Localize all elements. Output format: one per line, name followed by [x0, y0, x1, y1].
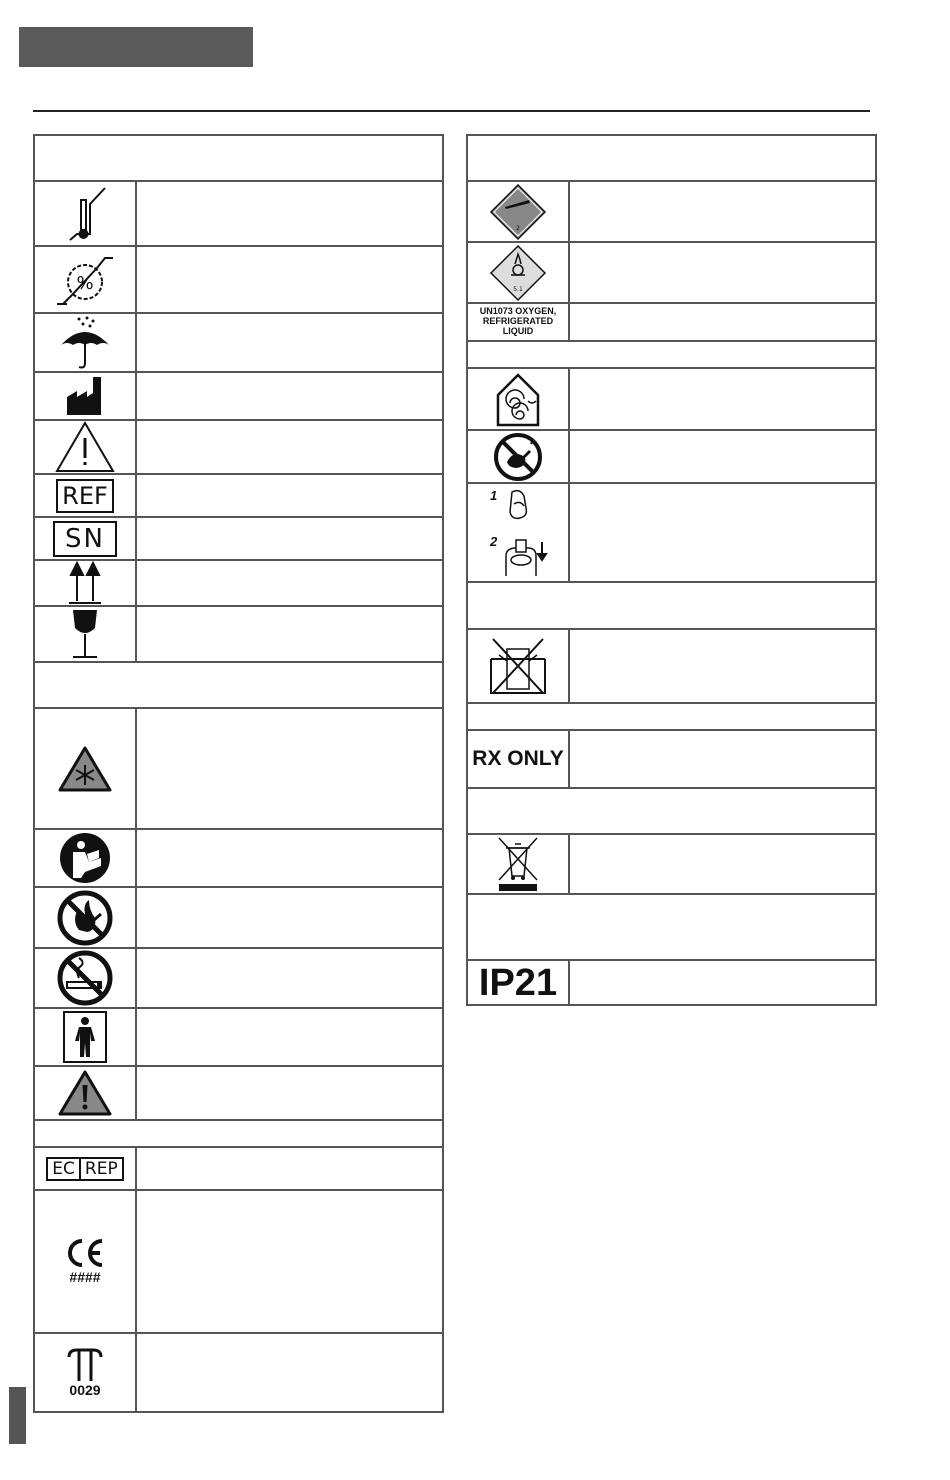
section-header-row — [466, 340, 877, 369]
table-row — [466, 729, 877, 789]
section-header-row — [33, 661, 444, 709]
cap-removal-steps-icon — [468, 484, 570, 581]
table-row — [466, 833, 877, 895]
serial-number-icon — [35, 518, 137, 559]
fragile-glass-icon — [35, 607, 137, 661]
ip21-rating-cell — [468, 961, 570, 1004]
rx-only-label: RX ONLY — [472, 747, 564, 771]
ce-notified-body-number: #### — [69, 1268, 101, 1285]
this-way-up-arrows-icon — [35, 561, 137, 605]
table-row — [33, 473, 444, 518]
table-row — [33, 947, 444, 1009]
table-row — [33, 312, 444, 373]
table-row — [33, 419, 444, 475]
page-side-tab — [9, 1387, 26, 1444]
step-2-number: 2 — [490, 533, 498, 549]
table-row — [33, 828, 444, 888]
pi-notified-body-number: 0029 — [69, 1381, 101, 1398]
section-header-row — [466, 787, 877, 835]
manufacturer-factory-icon — [35, 373, 137, 419]
symbols-table-left — [33, 134, 444, 1413]
humidity-limit-icon — [35, 247, 137, 312]
un1073-label: UN1073 OXYGEN, REFRIGERATED LIQUID — [479, 306, 557, 336]
section-header-row — [466, 581, 877, 630]
no-open-flame-icon — [35, 888, 137, 947]
oxidizer-class-5-1-icon — [468, 243, 570, 302]
step-1-number: 1 — [490, 487, 498, 503]
keep-dry-umbrella-icon — [35, 314, 137, 371]
symbols-table-right — [466, 134, 877, 1006]
ip21-label: IP21 — [478, 961, 558, 1004]
section-header-row — [33, 134, 444, 182]
table-row — [466, 241, 877, 304]
rx-only-cell — [468, 731, 570, 787]
table-row — [33, 1189, 444, 1334]
low-temperature-warning-icon — [35, 709, 137, 828]
general-warning-icon — [35, 1067, 137, 1119]
table-row — [33, 886, 444, 949]
table-row — [466, 302, 877, 342]
indoor-ventilated-use-icon — [468, 369, 570, 429]
table-row — [466, 482, 877, 583]
ec-representative-icon — [35, 1148, 137, 1189]
table-row — [33, 1065, 444, 1121]
table-row — [33, 245, 444, 314]
table-row — [33, 707, 444, 830]
no-oil-grease-icon — [468, 431, 570, 482]
ec-label: EC — [48, 1159, 81, 1179]
pi-mark-icon — [35, 1334, 137, 1411]
section-header-row — [466, 893, 877, 961]
un1073-label-cell — [468, 304, 570, 340]
no-smoking-icon — [35, 949, 137, 1007]
table-row — [33, 371, 444, 421]
ce-mark-icon — [35, 1191, 137, 1332]
type-b-applied-part-icon — [35, 1009, 137, 1065]
sn-symbol: SN — [53, 521, 117, 557]
table-row — [33, 1332, 444, 1413]
read-manual-icon — [35, 830, 137, 886]
table-row — [33, 559, 444, 607]
table-row — [466, 367, 877, 431]
ref-symbol: REF — [56, 479, 114, 513]
section-header-row — [466, 702, 877, 731]
page-header-bar — [19, 27, 253, 67]
table-row — [466, 628, 877, 704]
weee-crossed-bin-icon — [468, 835, 570, 893]
svg-text:%: % — [76, 272, 94, 294]
section-header-row — [33, 1119, 444, 1148]
catalog-reference-icon — [35, 475, 137, 516]
table-row — [33, 1007, 444, 1067]
table-row — [33, 180, 444, 247]
section-header-row — [466, 134, 877, 182]
table-row — [466, 180, 877, 243]
svg-text:2: 2 — [516, 224, 520, 232]
rep-label: REP — [84, 1158, 118, 1179]
table-row — [33, 605, 444, 663]
temperature-limit-icon — [35, 182, 137, 245]
table-row — [466, 429, 877, 484]
header-rule — [33, 110, 870, 112]
table-row — [33, 1146, 444, 1191]
table-row — [33, 516, 444, 561]
non-flammable-gas-class-2-icon — [468, 182, 570, 241]
svg-text:5.1: 5.1 — [513, 285, 523, 293]
caution-triangle-icon — [35, 421, 137, 473]
table-row — [466, 959, 877, 1006]
do-not-enclose-icon — [468, 630, 570, 702]
